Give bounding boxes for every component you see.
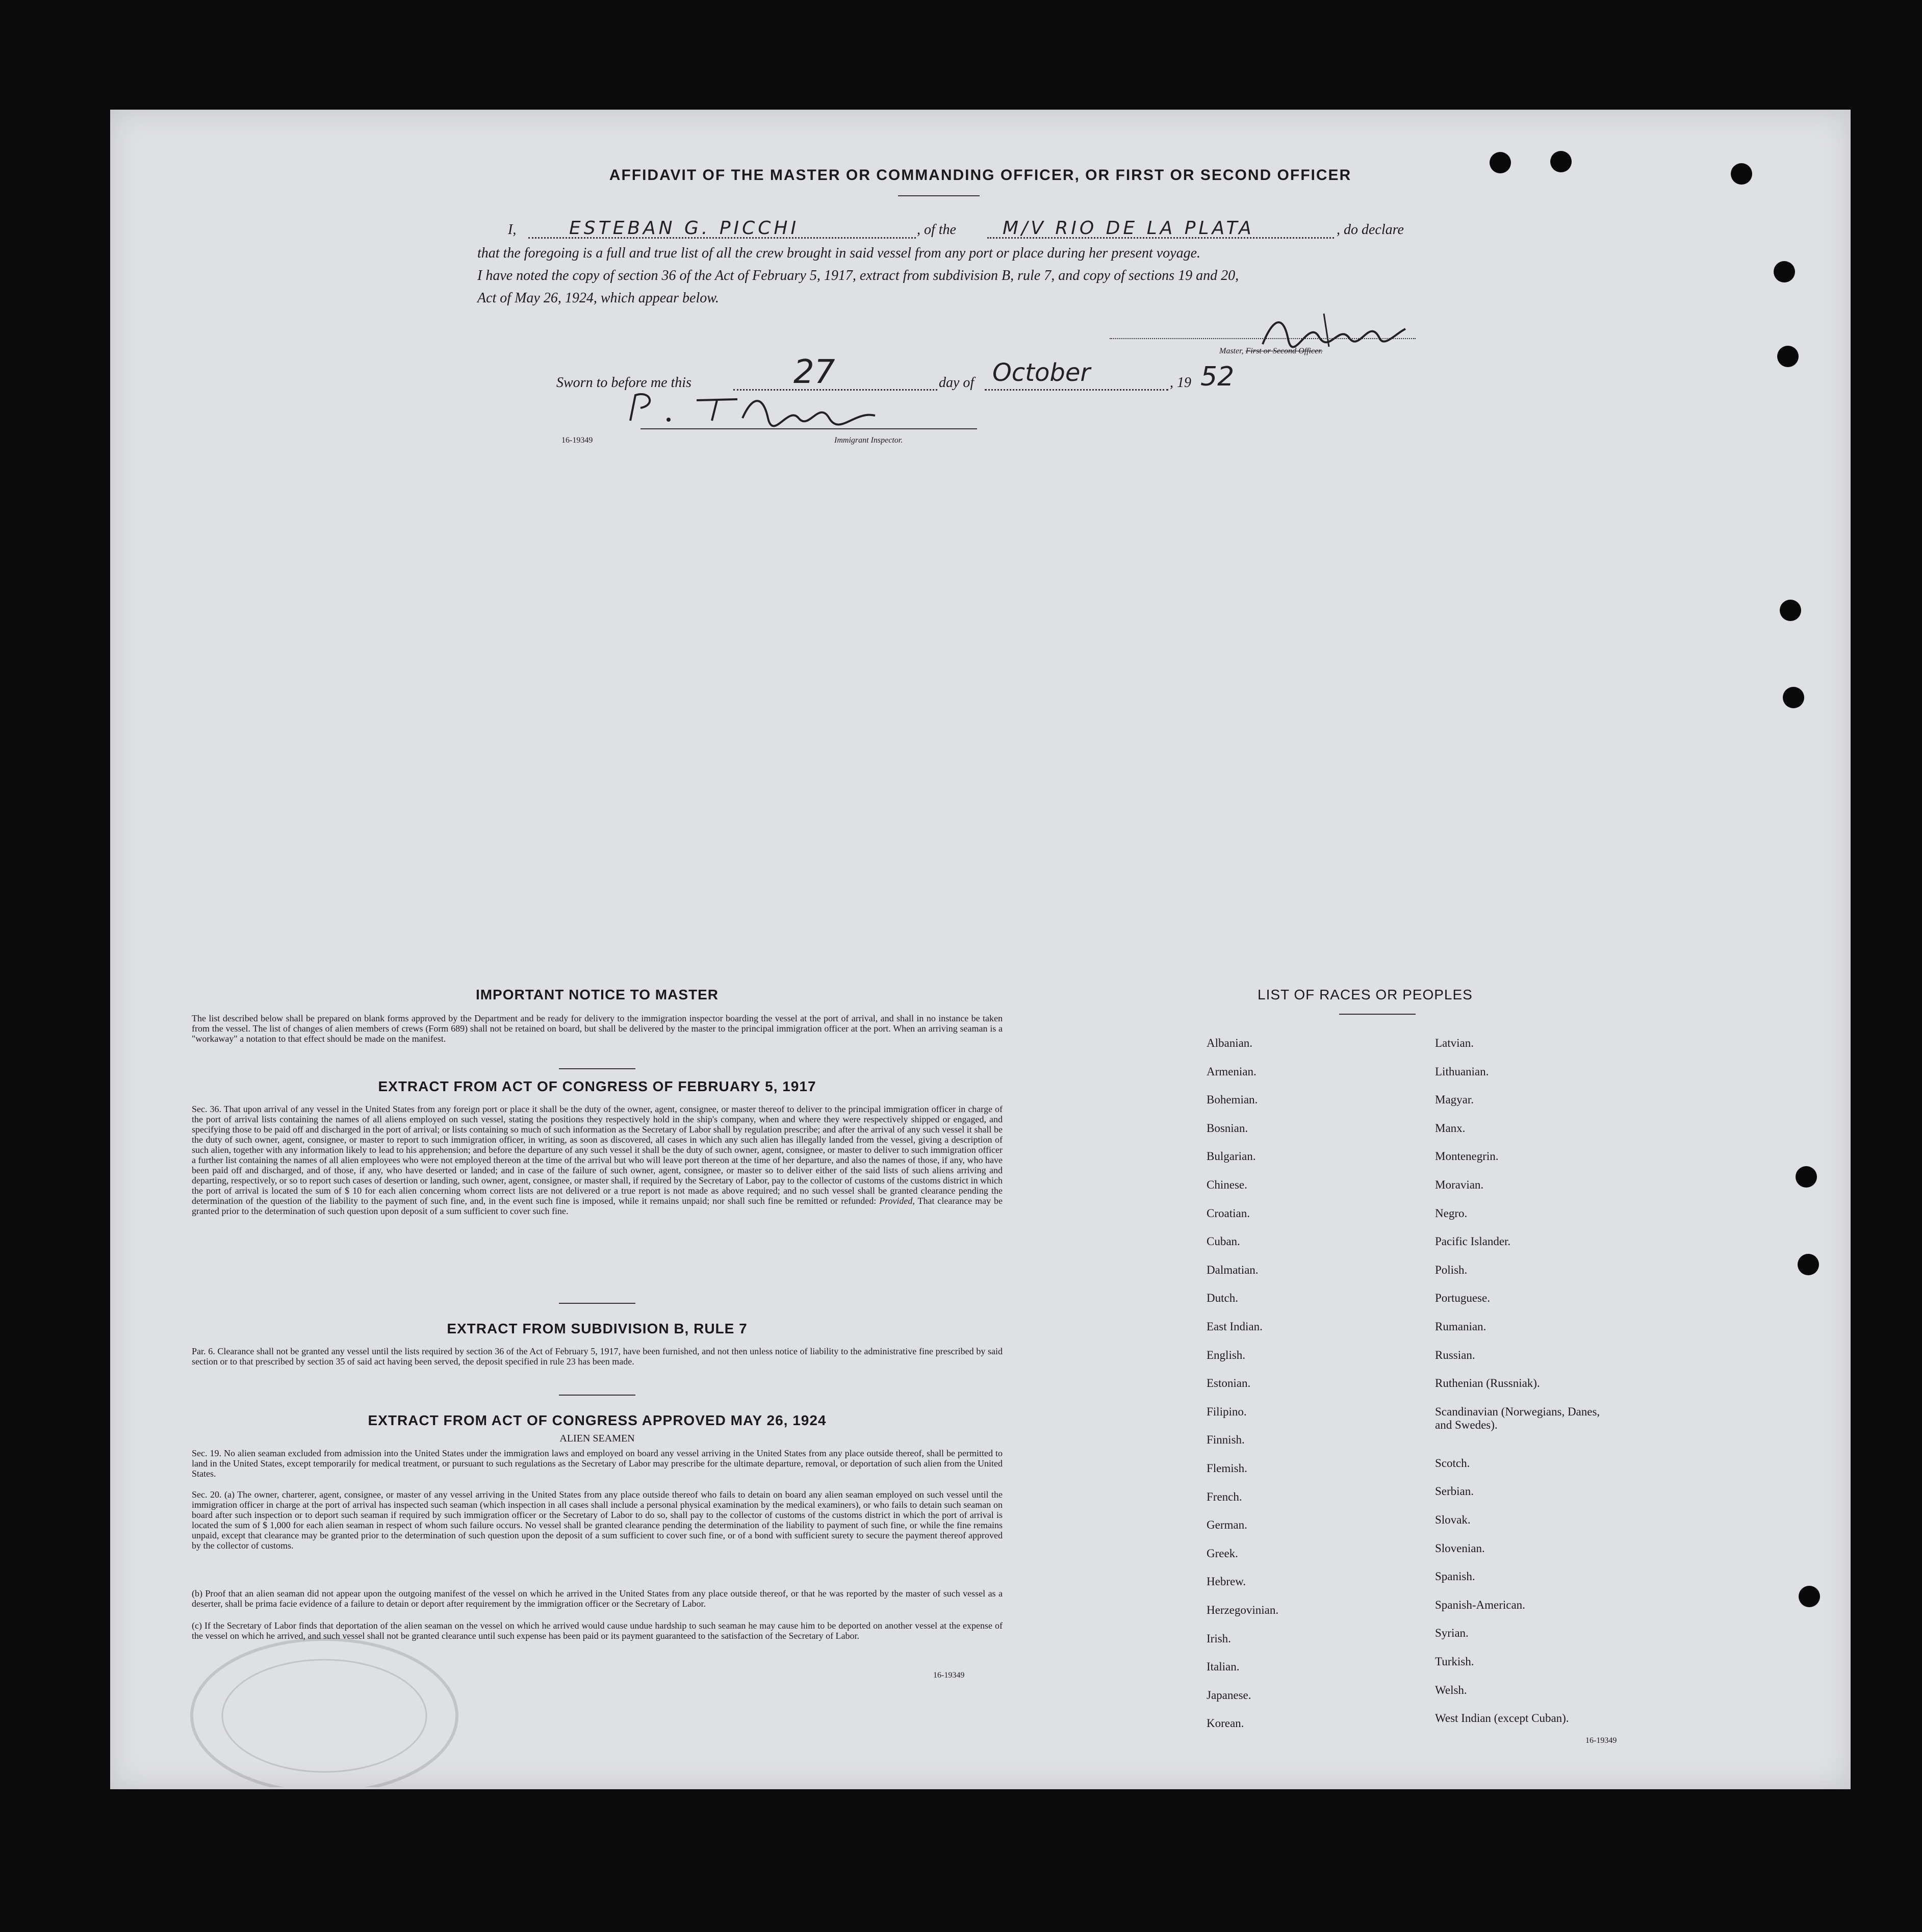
race-item: Manx.	[1435, 1121, 1466, 1135]
extract-1924-sec20b: (b) Proof that an alien seaman did not appear upon the outgoing manifest of the vessel on which he arrived in the United States from any place outside thereof, or that he was reported by the master of such vessel as a deserter, shall be prima facie evidence of a failure to detain or deport after requirement by the immigration officer or the Secretary of Labor.	[192, 1588, 1003, 1609]
vessel-name: M/V RIO DE LA PLATA	[1003, 218, 1254, 239]
race-item: Ruthenian (Russniak).	[1435, 1377, 1540, 1390]
struck-officer-label: First or Second Officer.	[1245, 347, 1323, 355]
inspector-caption: Immigrant Inspector.	[834, 436, 903, 445]
punch-hole	[1490, 152, 1511, 173]
race-item: Portuguese.	[1435, 1292, 1490, 1305]
extract-rule7-title: EXTRACT FROM SUBDIVISION B, RULE 7	[447, 1321, 748, 1336]
race-item: French.	[1207, 1490, 1242, 1503]
race-item: Slovak.	[1435, 1513, 1471, 1526]
race-item: Albanian.	[1207, 1037, 1253, 1049]
extract-rule7-text: Par. 6. Clearance shall not be granted any vessel until the lists required by section 36 of the Act of February 5, 1917, have been furnished, and not then unless notice of liability to the administrative fine prescribed by said section or to that prescribed by section 35 of said act having been served, the deposit specified in rule 23 has been made.	[192, 1346, 1003, 1367]
affidavit-title: AFFIDAVIT OF THE MASTER OR COMMANDING OFFICER, OR FIRST OR SECOND OFFICER	[609, 167, 1352, 184]
race-item: Negro.	[1435, 1206, 1468, 1220]
race-item: Japanese.	[1207, 1688, 1251, 1702]
race-item: Armenian.	[1207, 1065, 1257, 1078]
notice-divider	[559, 1068, 635, 1069]
race-item: Rumanian.	[1435, 1320, 1487, 1333]
races-divider	[1339, 1014, 1416, 1015]
extract-1924-form-number: 16-19349	[933, 1671, 965, 1680]
extract-1917-divider	[559, 1303, 635, 1304]
race-item: Herzegovinian.	[1207, 1604, 1279, 1616]
notice-master-title: IMPORTANT NOTICE TO MASTER	[475, 987, 719, 1002]
race-item: Greek.	[1207, 1547, 1238, 1560]
embossed-seal	[182, 1614, 467, 1787]
race-item: West Indian (except Cuban).	[1435, 1712, 1569, 1725]
sworn-day: 27	[793, 353, 835, 391]
extract-1917-section	[192, 1104, 1003, 1216]
extract-1917-text: Sec. 36. That upon arrival of any vessel in the United States from any foreign port or place it shall be the duty of the owner, agent, consignee, or master thereof to deliver to the principal immigration officer in charge of the port of arrival lists containing the names of all aliens employed on such vessel, stating the positions they respectively hold in the ship's company, when and where they were respectively shipped or engaged, and specifying those to be paid off and discharged in the port of arrival; or lists containing so much of such information as the Secretary of Labor shall by regulation prescribe; and after the arrival of any such vessel it shall be the duty of such owner, agent, consignee, or master to report to such immigration officer, in writing, as soon as discovered, all cases in which any such alien has illegally landed from the vessel, giving a description of such alien, together with any information likely to lead to his apprehension; and before the departure of any such vessel it shall be the duty of such owner, agent, consignee, or master to deliver to such immigration officer a further list containing the names of all alien employees who were not employed thereon at the time of the arrival but who will leave port thereon at the time of her departure, and also the names of those, if any, who have been paid off and discharged, and of those, if any, who have deserted or landed; and in case of the failure of such owner, agent, consignee, or master so to deliver either of the said lists of such aliens arriving and departing, respectively, or so to report such cases of desertion or landing, such owner, agent, consignee, or master shall, if required by the Secretary of Labor, pay to the collector of customs of the customs district in which the port of arrival is located the sum of $ 10 for each alien concerning whom correct lists are not delivered or a true report is not made as above required; and no such vessel shall be granted clearance pending the determination of the question of the liability to the payment of such fine, and, in the event such fine is imposed, while it remains unpaid; nor shall such fine be remitted or refunded:	[192, 1104, 1003, 1206]
punch-hole	[1731, 163, 1752, 185]
affidavit-line-4: Act of May 26, 1924, which appear below.	[477, 290, 719, 306]
race-item: Latvian.	[1435, 1037, 1474, 1049]
race-item: Filipino.	[1207, 1405, 1247, 1418]
proviso-label: Provided,	[879, 1196, 915, 1206]
race-item: Pacific Islander.	[1435, 1235, 1511, 1248]
day-of-label: day of	[939, 375, 975, 391]
race-item: English.	[1207, 1348, 1246, 1361]
race-item: Spanish.	[1435, 1570, 1475, 1583]
race-item: Dutch.	[1207, 1292, 1238, 1305]
races-form-number: 16-19349	[1585, 1736, 1617, 1745]
year-prefix: , 19	[1170, 375, 1191, 391]
race-item: Spanish-American.	[1435, 1598, 1525, 1611]
punch-hole	[1777, 346, 1799, 367]
race-item: Croatian.	[1207, 1206, 1250, 1220]
race-item: Montenegrin.	[1435, 1150, 1499, 1163]
master-signature-line	[1110, 338, 1416, 339]
race-item: Bosnian.	[1207, 1121, 1248, 1135]
race-item: Hebrew.	[1207, 1575, 1246, 1588]
inspector-signature-line	[640, 428, 977, 429]
race-item: Polish.	[1435, 1263, 1468, 1276]
race-item: Estonian.	[1207, 1377, 1251, 1390]
race-item: Welsh.	[1435, 1683, 1467, 1696]
master-label: Master,	[1219, 347, 1244, 355]
do-declare-label: , do declare	[1337, 222, 1404, 238]
race-item: Finnish.	[1207, 1433, 1245, 1447]
affidavit-line-3: I have noted the copy of section 36 of the Act of February 5, 1917, extract from subdivision B, rule 7, and copy of sections 19 and 20,	[477, 268, 1239, 284]
race-item: Turkish.	[1435, 1655, 1474, 1668]
race-item: Russian.	[1435, 1348, 1475, 1361]
punch-hole	[1799, 1586, 1820, 1607]
race-item: East Indian.	[1207, 1320, 1263, 1333]
proviso-text: That clearance may be granted prior to the determination of such question upon deposit of a sum sufficient to cover such fine.	[192, 1196, 1003, 1216]
sworn-label: Sworn to before me this	[556, 375, 691, 391]
race-item: Cuban.	[1207, 1235, 1240, 1248]
extract-1924-title: EXTRACT FROM ACT OF CONGRESS APPROVED MAY 26, 1924	[368, 1412, 827, 1428]
race-item: Lithuanian.	[1435, 1065, 1489, 1078]
extract-1924-subtitle: ALIEN SEAMEN	[559, 1433, 635, 1444]
sworn-month: October	[992, 358, 1091, 387]
race-item: Syrian.	[1435, 1627, 1469, 1640]
race-item: Scandinavian (Norwegians, Danes, and Swedes).	[1435, 1405, 1600, 1431]
race-item: Irish.	[1207, 1632, 1231, 1645]
race-item: Serbian.	[1435, 1485, 1474, 1498]
race-item: Bulgarian.	[1207, 1150, 1256, 1163]
master-caption	[1219, 347, 1323, 356]
race-item: Slovenian.	[1435, 1541, 1485, 1555]
punch-hole	[1774, 261, 1795, 282]
extract-1924-sec20a: Sec. 20. (a) The owner, charterer, agent, consignee, or master of any vessel arriving in the United States from any place outside thereof who fails to detain on board any alien seaman employed on such vessel until the immigration officer in charge at the port of arrival has inspected such seaman (which inspection in all cases shall include a personal physical examination by the medical examiners), or who fails to detain such seaman on board after such inspection or to deport such seaman if required by such immigration officer or the Secretary of Labor to do so, shall pay to the collector of customs of the customs district in which the port of arrival is located the sum of $ 1,000 for each alien seaman in respect of whom such failure occurs. No vessel shall be granted clearance pending the determination of the liability to payment of such fine, or while the fine remains unpaid, except that clearance may be granted prior to the determination of such question upon the deposit of a sum sufficient to cover such fine, or of a bond with sufficient surety to secure the payment thereof approved by the collector of customs.	[192, 1489, 1003, 1551]
extract-rule7-divider	[559, 1395, 635, 1396]
race-item: German.	[1207, 1518, 1247, 1532]
affidavit-line-2: that the foregoing is a full and true list of all the crew brought in said vessel from any port or place during her present voyage.	[477, 245, 1201, 261]
race-item: Korean.	[1207, 1717, 1244, 1730]
punch-hole	[1796, 1166, 1817, 1188]
punch-hole	[1783, 687, 1804, 708]
race-item: Moravian.	[1435, 1178, 1484, 1191]
race-item: Magyar.	[1435, 1093, 1474, 1106]
extract-1924-sec20c: (c) If the Secretary of Labor finds that deportation of the alien seaman on the vessel on which he arrived would cause undue hardship to such seaman he may cause him to be deported on another vessel at the expense of the vessel on which he arrived, and such vessel shall not be granted clearance until such expense has been paid or its payment guaranteed to the satisfaction of the Secretary of Labor.	[192, 1620, 1003, 1641]
race-item: Scotch.	[1435, 1456, 1470, 1470]
extract-1917-title: EXTRACT FROM ACT OF CONGRESS OF FEBRUARY 5, 1917	[378, 1078, 816, 1094]
races-title: LIST OF RACES OR PEOPLES	[1258, 987, 1473, 1002]
notice-master-text: The list described below shall be prepared on blank forms approved by the Department and be ready for delivery to the immigration inspector boarding the vessel at the port of arrival, and shall in no instance be taken from the vessel. The list of changes of alien members of crews (Form 689) shall not be retained on board, but shall be delivered by the master to the principal immigration officer at the port. When an arriving seaman is a "workaway" a notation to that effect should be made on the manifest.	[192, 1013, 1003, 1044]
race-item: Dalmatian.	[1207, 1263, 1259, 1276]
extract-1924-sec19: Sec. 19. No alien seaman excluded from admission into the United States under the immigration laws and employed on board any vessel arriving in the United States from any place outside thereof, shall be permitted to land in the United States, except temporarily for medical treatment, or pursuant to such regulations as the Secretary of Labor may prescribe for the ultimate departure, removal, or deportation of such alien from the United States.	[192, 1448, 1003, 1479]
inspector-signature	[620, 390, 885, 431]
document-page	[110, 110, 1851, 1789]
race-item: Flemish.	[1207, 1462, 1247, 1475]
year-suffix: 52	[1200, 362, 1235, 392]
punch-hole	[1798, 1254, 1819, 1275]
of-the-label: , of the	[917, 222, 956, 238]
i-label: I,	[508, 222, 517, 238]
race-item: Chinese.	[1207, 1178, 1247, 1191]
race-item: Italian.	[1207, 1660, 1240, 1673]
race-item: Bohemian.	[1207, 1093, 1258, 1106]
affidavit-form-number: 16-19349	[561, 436, 593, 445]
month-dotline	[985, 389, 1168, 391]
declarant-name: ESTEBAN G. PICCHI	[569, 218, 800, 239]
title-divider	[898, 195, 980, 196]
punch-hole	[1550, 151, 1572, 172]
punch-hole	[1780, 600, 1801, 621]
